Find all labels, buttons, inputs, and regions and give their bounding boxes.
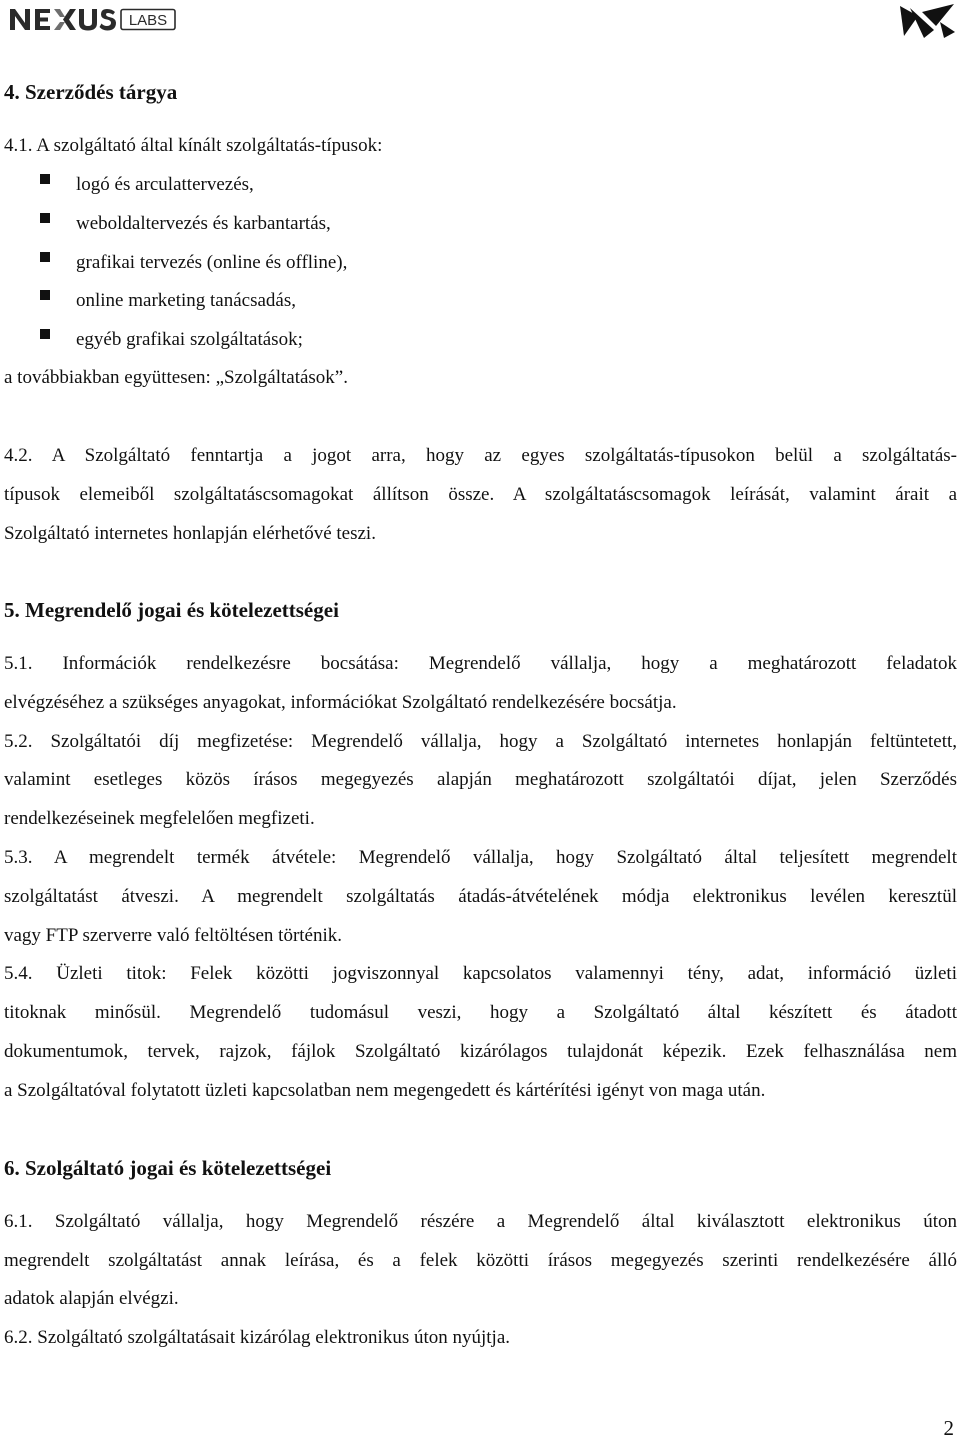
bullet-marker <box>40 174 50 184</box>
paragraph-line: vagy FTP szerverre való feltöltésen történik. <box>4 925 343 946</box>
bullet-marker <box>40 252 50 262</box>
svg-text:LABS: LABS <box>128 12 168 29</box>
paragraph-line: 5.1. Információk rendelkezésre bocsátása: Megrendelő vállalja, hogy a meghatározott feladatok <box>4 653 957 674</box>
list-item: egyéb grafikai szolgáltatások; <box>76 329 303 350</box>
list-item: online marketing tanácsadás, <box>76 290 297 311</box>
paragraph-4-1-intro: 4.1. A szolgáltató által kínált szolgáltatás-típusok: <box>4 135 383 156</box>
bullet-marker <box>40 213 50 223</box>
paragraph-line: dokumentumok, tervek, rajzok, fájlok Szolgáltató kizárólagos tulajdonát képezik. Ezek felhasználása nem <box>4 1041 957 1062</box>
paragraph-6-2: 6.2. Szolgáltató szolgáltatásait kizárólag elektronikus úton nyújtja. <box>4 1327 511 1348</box>
paragraph-line: a Szolgáltatóval folytatott üzleti kapcsolatban nem megengedett és kártérítési igényt von maga után. <box>4 1080 766 1101</box>
page-number: 2 <box>943 1416 954 1440</box>
bullet-marker <box>40 329 50 339</box>
paragraph-line: Szolgáltató internetes honlapján elérhetővé teszi. <box>4 523 376 544</box>
bullet-marker <box>40 290 50 300</box>
paragraph-line: 5.4. Üzleti titok: Felek közötti jogviszonnyal kapcsolatos valamennyi tény, adat, információ üzleti <box>4 963 957 984</box>
section-4-heading: 4. Szerződés tárgya <box>4 80 178 104</box>
paragraph-line: titoknak minősül. Megrendelő tudomásul veszi, hogy a Szolgáltató által készített és átadott <box>4 1002 957 1023</box>
paragraph-line: 6.1. Szolgáltató vállalja, hogy Megrendelő részére a Megrendelő által kiválasztott elektronikus úton <box>4 1211 957 1232</box>
paragraph-line: szolgáltatást átveszi. A megrendelt szolgáltatás átadás-átvételének módja elektronikus levélen keresztül <box>4 886 957 907</box>
paragraph-line: elvégzéséhez a szükséges anyagokat, információkat Szolgáltató rendelkezésére bocsátja. <box>4 692 677 713</box>
list-item: weboldaltervezés és karbantartás, <box>76 213 331 234</box>
section-6-heading: 6. Szolgáltató jogai és kötelezettségei <box>4 1156 332 1180</box>
section-5-heading: 5. Megrendelő jogai és kötelezettségei <box>4 598 339 622</box>
paragraph-line: megrendelt szolgáltatást annak leírása, és a felek közötti írásos megegyezés szerinti rendelkezésére álló <box>4 1250 957 1271</box>
paragraph-line: 5.3. A megrendelt termék átvétele: Megrendelő vállalja, hogy Szolgáltató által teljesített megrendelt <box>4 847 957 868</box>
paragraph-line: típusok elemeiből szolgáltatáscsomagokat állítson össze. A szolgáltatáscsomagok leírását, valamint árait a <box>4 484 957 505</box>
paragraph-line: adatok alapján elvégzi. <box>4 1288 179 1309</box>
list-item: grafikai tervezés (online és offline), <box>76 252 348 273</box>
paragraph-4-1-outro: a továbbiakban együttesen: „Szolgáltatások”. <box>4 367 348 388</box>
list-item: logó és arculattervezés, <box>76 174 254 195</box>
paragraph-line: 4.2. A Szolgáltató fenntartja a jogot arra, hogy az egyes szolgáltatás-típusokon belül a szolgáltatás- <box>4 445 957 466</box>
paragraph-line: valamint esetleges közös írásos megegyezés alapján meghatározott szolgáltatói díjat, jelen Szerződés <box>4 769 957 790</box>
paragraph-line: rendelkezéseinek megfelelően megfizeti. <box>4 808 315 829</box>
paragraph-line: 5.2. Szolgáltatói díj megfizetése: Megrendelő vállalja, hogy a Szolgáltató internetes honlapján feltüntetett, <box>4 731 957 752</box>
